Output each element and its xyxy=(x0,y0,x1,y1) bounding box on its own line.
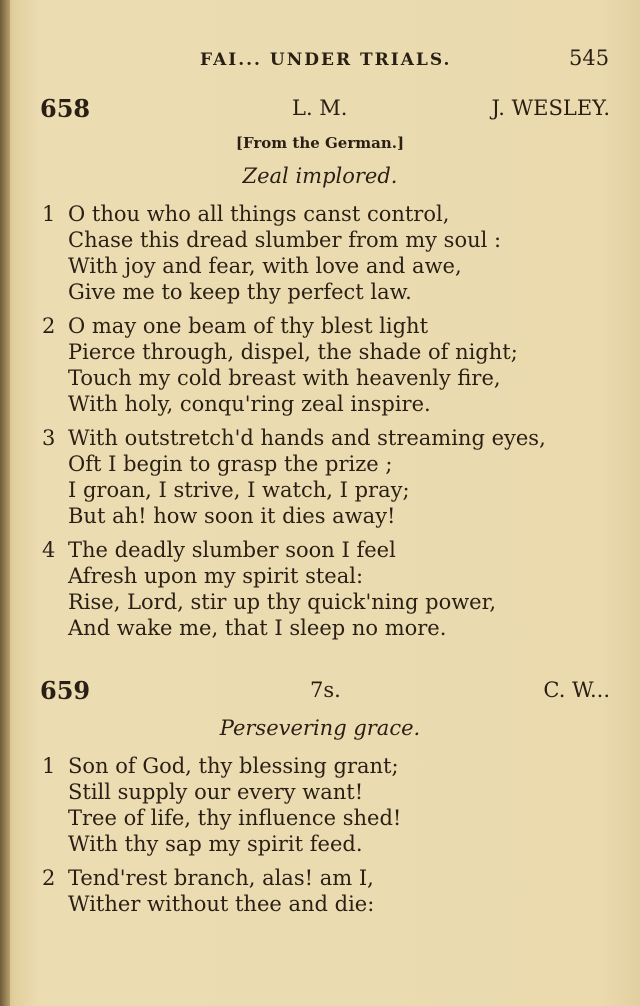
running-title: FAI... UNDER TRIALS. xyxy=(200,50,452,70)
verse-line: But ah! how soon it dies away! xyxy=(68,504,396,528)
hymn-meter: L. M. xyxy=(292,96,348,120)
hymn-658-header xyxy=(0,94,640,126)
verse-line: With holy, conqu'ring zeal inspire. xyxy=(68,392,431,416)
verse-line: Chase this dread slumber from my soul : xyxy=(68,228,502,252)
hymn-author: J. WESLEY. xyxy=(491,96,610,120)
verse-line: The deadly slumber soon I feel xyxy=(68,538,396,562)
stanza-number: 4 xyxy=(42,538,56,562)
hymn-subtitle: Persevering grace. xyxy=(219,716,421,740)
verse-line: Give me to keep thy perfect law. xyxy=(68,280,412,304)
verse-line: Afresh upon my spirit steal: xyxy=(68,564,364,588)
running-head xyxy=(0,46,640,76)
verse-line: Tree of life, thy influence shed! xyxy=(68,806,402,830)
verse-line: O may one beam of thy blest light xyxy=(68,314,429,338)
verse-line: With outstretch'd hands and streaming eyes, xyxy=(68,426,546,450)
verse-line: Touch my cold breast with heavenly fire, xyxy=(68,366,501,390)
verse-line: I groan, I strive, I watch, I pray; xyxy=(68,478,410,502)
verse-line: With joy and fear, with love and awe, xyxy=(68,254,462,278)
page-number: 545 xyxy=(569,46,610,70)
stanza-number: 2 xyxy=(42,866,56,890)
stanza-number: 3 xyxy=(42,426,56,450)
hymn-author: C. W... xyxy=(543,678,610,702)
stanza-number: 2 xyxy=(42,314,56,338)
verse-line: Wither without thee and die: xyxy=(68,892,375,916)
stanza-number: 1 xyxy=(42,202,56,226)
hymn-subtitle: Zeal implored. xyxy=(242,164,398,188)
verse-line: Tend'rest branch, alas! am I, xyxy=(68,866,374,890)
verse-line: Son of God, thy blessing grant; xyxy=(68,754,399,778)
source-note: [From the German.] xyxy=(235,134,405,152)
verse-line: Rise, Lord, stir up thy quick'ning power, xyxy=(68,590,497,614)
hymn-659-header xyxy=(0,676,640,708)
verse-line: Oft I begin to grasp the prize ; xyxy=(68,452,393,476)
verse-line: Pierce through, dispel, the shade of night; xyxy=(68,340,518,364)
hymn-number: 659 xyxy=(40,676,91,705)
hymn-number: 658 xyxy=(40,94,91,123)
verse-line: And wake me, that I sleep no more. xyxy=(68,616,447,640)
stanza-number: 1 xyxy=(42,754,56,778)
verse-line: With thy sap my spirit feed. xyxy=(68,832,363,856)
verse-line: Still supply our every want! xyxy=(68,780,364,804)
hymn-meter: 7s. xyxy=(310,678,341,702)
verse-line: O thou who all things canst control, xyxy=(68,202,450,226)
